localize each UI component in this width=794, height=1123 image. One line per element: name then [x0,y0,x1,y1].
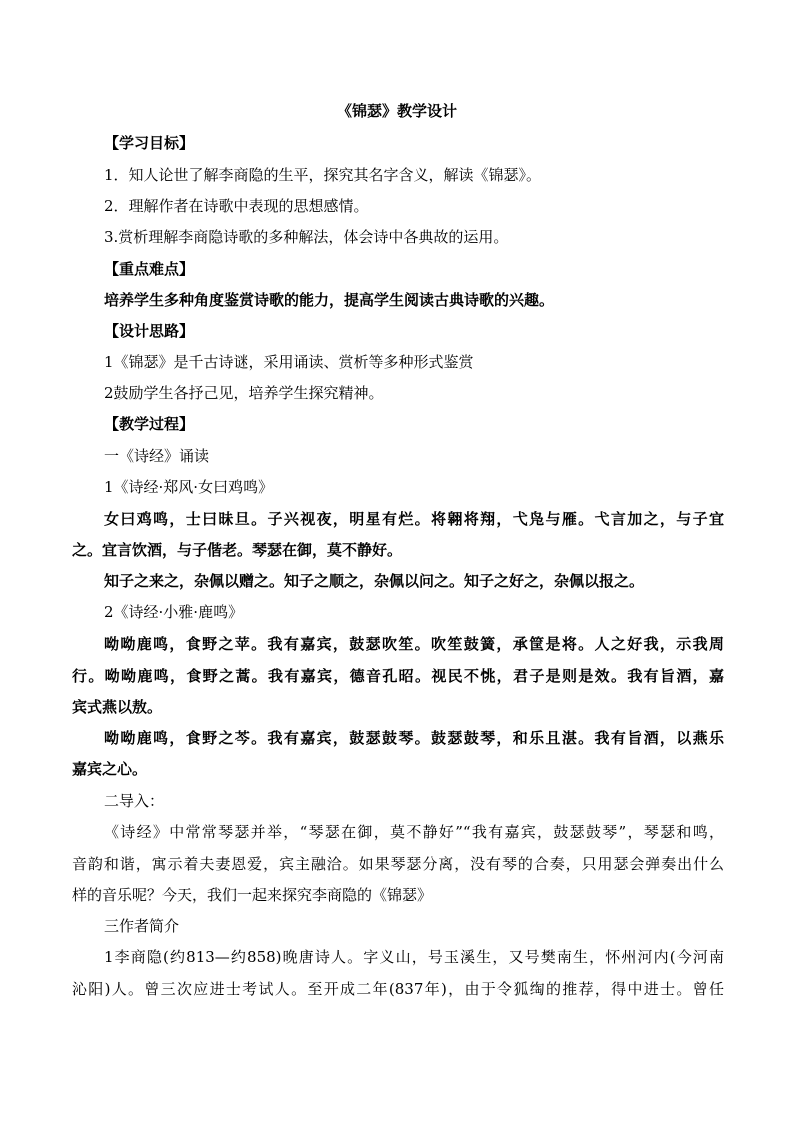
poem2-line: 呦呦鹿鸣，食野之苹。我有嘉宾，鼓瑟吹笙。吹笙鼓簧，承筐是将。人之好我，示我周 [104,635,724,653]
author-line: 1李商隐(约813—约858)晚唐诗人。字义山，号玉溪生，又号樊南生，怀州河内(今河南 [104,948,724,966]
process-heading: 【教学过程】 [104,415,195,433]
document-title: 《锦瑟》教学设计 [336,102,457,120]
part1-title: 一《诗经》诵读 [104,447,210,465]
part2-title: 二导入： [104,792,165,810]
design-item: 1《锦瑟》是千古诗谜，采用诵读、赏析等多种形式鉴赏 [104,353,474,371]
poem1-line: 之。宜言饮酒，与子偕老。琴瑟在御，莫不静好。 [72,541,403,559]
poem2-line: 呦呦鹿鸣，食野之芩。我有嘉宾，鼓瑟鼓琴。鼓瑟鼓琴，和乐且湛。我有旨酒，以燕乐 [104,729,724,747]
poem2-title: 2《诗经·小雅·鹿鸣》 [104,603,244,621]
goals-heading: 【学习目标】 [104,134,195,152]
design-item: 2鼓励学生各抒己见，培养学生探究精神。 [104,384,384,402]
key-text: 培养学生多种角度鉴赏诗歌的能力，提高学生阅读古典诗歌的兴趣。 [104,291,555,309]
poem2-line: 嘉宾之心。 [72,760,148,778]
part3-title: 三作者简介 [104,917,180,935]
goal-item: 3.赏析理解李商隐诗歌的多种解法，体会诗中各典故的运用。 [104,228,509,246]
intro-line: 音韵和谐，寓示着夫妻恩爱，宾主融洽。如果琴瑟分离，没有琴的合奏，只用瑟会弹奏出什么 [72,855,724,873]
goal-item: 1．知人论世了解李商隐的生平，探究其名字含义，解读《锦瑟》。 [104,166,542,184]
design-heading: 【设计思路】 [104,322,195,340]
key-heading: 【重点难点】 [104,260,195,278]
poem1-line: 女曰鸡鸣，士曰昧旦。子兴视夜，明星有烂。将翱将翔，弋凫与雁。弋言加之，与子宜 [104,510,724,528]
poem1-title: 1《诗经·郑风·女曰鸡鸣》 [104,478,274,496]
poem2-line: 宾式燕以敖。 [72,698,163,716]
poem2-line: 行。呦呦鹿鸣，食野之蒿。我有嘉宾，德音孔昭。视民不恌，君子是则是效。我有旨酒，嘉 [72,667,724,685]
poem1-line: 知子之来之，杂佩以赠之。知子之顺之，杂佩以问之。知子之好之，杂佩以报之。 [104,572,645,590]
goal-item: 2．理解作者在诗歌中表现的思想感情。 [104,197,369,215]
author-line: 沁阳)人。曾三次应进士考试人。至开成二年(837年)，由于令狐绹的推荐，得中进士。曾任 [72,980,724,998]
intro-line: 《诗经》中常常琴瑟并举，“琴瑟在御，莫不静好”“我有嘉宾，鼓瑟鼓琴”，琴瑟和鸣， [104,823,724,841]
intro-line: 样的音乐呢？今天，我们一起来探究李商隐的《锦瑟》 [72,886,433,904]
